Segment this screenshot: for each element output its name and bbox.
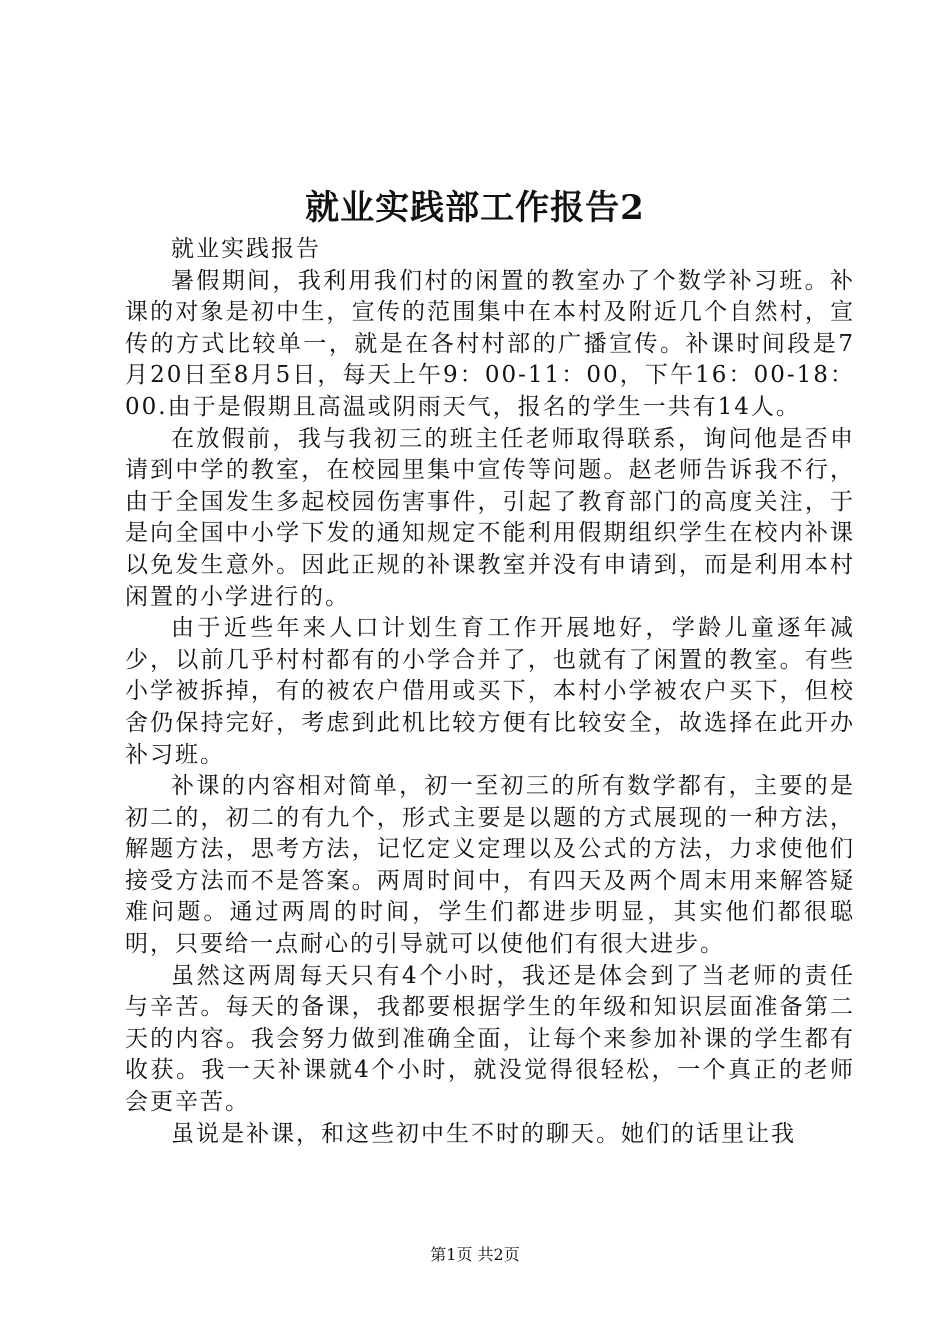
paragraph: 虽然这两周每天只有4个小时，我还是体会到了当老师的责任与辛苦。每天的备课，我都要根据学生的年级和知识层面准备第二天的内容。我会努力做到准确全面，让每个来参加补课的学生都有收获。我一天补课就4个小时，就没觉得很轻松，一个真正的老师会更辛苦。 bbox=[125, 962, 855, 1116]
paragraph: 虽说是补课，和这些初中生不时的聊天。她们的话里让我 bbox=[171, 1120, 796, 1147]
page-footer: 第1页 共2页 bbox=[430, 1245, 520, 1264]
document-title: 就业实践部工作报告2 bbox=[305, 188, 645, 228]
paragraph: 由于近些年来人口计划生育工作开展地好，学龄儿童逐年减少，以前几乎村村都有的小学合并了，也就有了闲置的教室。有些小学被拆掉，有的被农户借用或买下，本村小学被农户买下，但校舍仍保持完好，考虑到此机比较方便有比较安全，故选择在此开办补习班。 bbox=[125, 615, 855, 768]
paragraph: 暑假期间，我利用我们村的闲置的教室办了个数学补习班。补课的对象是初中生，宣传的范围集中在本村及附近几个自然村，宣传的方式比较单一，就是在各村村部的广播宣传。补课时间段是7月20日至8月5日，每天上午9：00-11：00，下午16：00-18：00.由于是假期且高温或阴雨天气，报名的学生一共有14人。 bbox=[125, 267, 855, 420]
paragraph: 在放假前，我与我初三的班主任老师取得联系，询问他是否申请到中学的教室，在校园里集中宣传等问题。赵老师告诉我不行，由于全国发生多起校园伤害事件，引起了教育部门的高度关注，于是向全国中小学下发的通知规定不能利用假期组织学生在校内补课以免发生意外。因此正规的补课教室并没有申请到，而是利用本村闲置的小学进行的。 bbox=[125, 425, 855, 610]
paragraph-heading: 就业实践报告 bbox=[171, 236, 321, 262]
document-body bbox=[125, 234, 855, 1150]
paragraph: 补课的内容相对简单，初一至初三的所有数学都有，主要的是初二的，初二的有九个，形式主要是以题的方式展现的一种方法，解题方法，思考方法，记忆定义定理以及公式的方法，力求使他们接受方法而不是答案。两周时间中，有四天及两个周末用来解答疑难问题。通过两周的时间，学生们都进步明显，其实他们都很聪明，只要给一点耐心的引导就可以使他们有很大进步。 bbox=[125, 773, 855, 958]
